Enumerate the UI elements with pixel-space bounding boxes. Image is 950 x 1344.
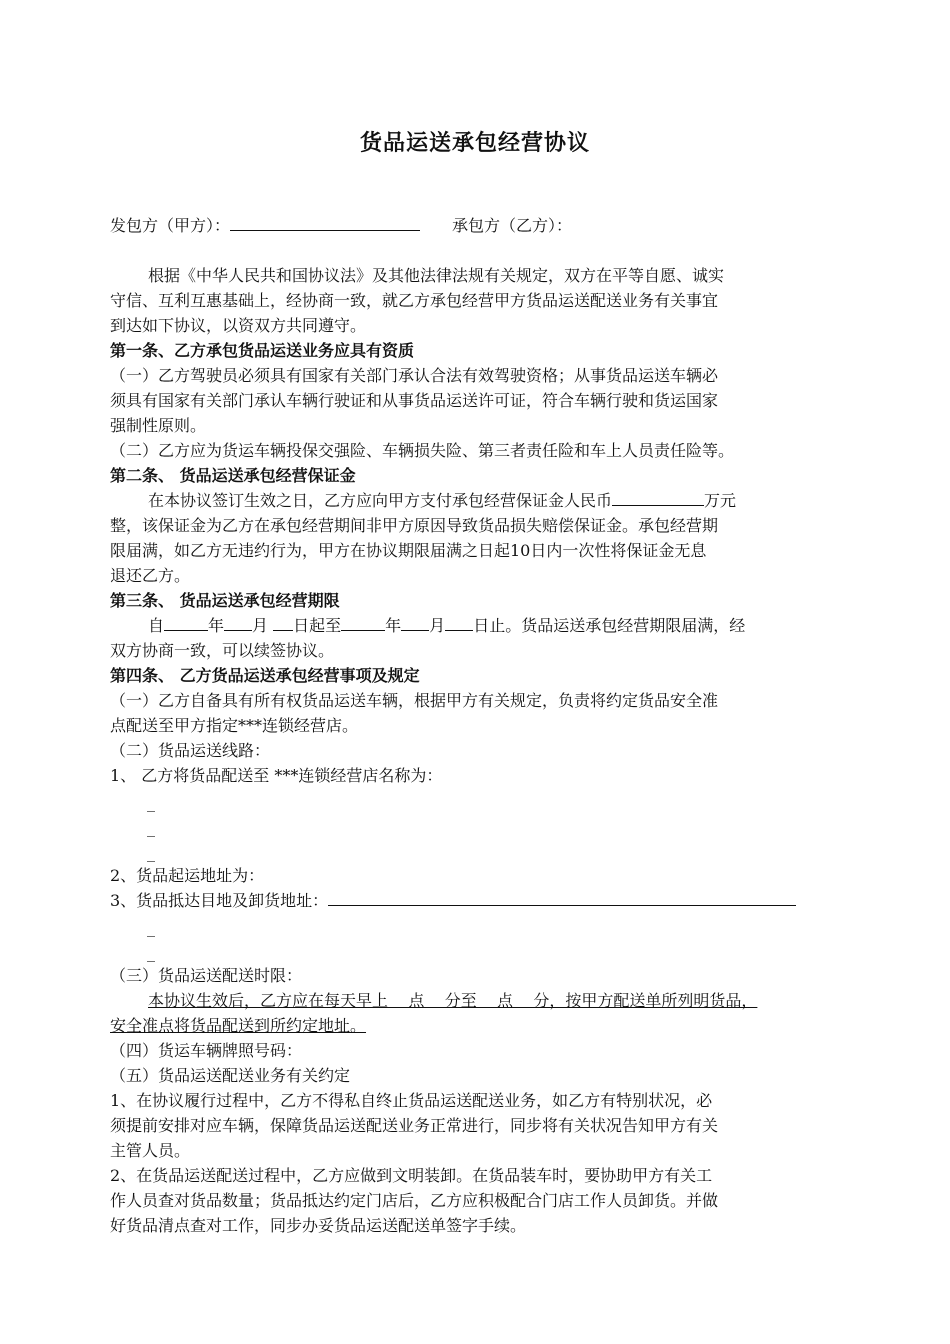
article-2-heading: 第二条、 货品运送承包经营保证金 — [110, 466, 356, 485]
agreement-2-line-2: 作人员查对货品数量；货品抵达约定门店后，乙方应积极配合门店工作人员卸货。并做 — [110, 1191, 719, 1210]
month-label-2: 月 — [429, 616, 446, 635]
article-1-text-3: 强制性原则。 — [110, 416, 207, 435]
year-label: 年 — [208, 616, 225, 635]
end-month-blank[interactable] — [401, 616, 429, 631]
agreement-1-line-3: 主管人员。 — [110, 1141, 191, 1160]
agreement-1-line-2: 须提前安排对应车辆，保障货品运送配送业务正常进行，同步将有关状况告知甲方有关 — [110, 1116, 719, 1135]
time-heading: （三）货品运送配送时限： — [110, 966, 303, 985]
party-a-blank[interactable] — [230, 216, 420, 231]
store-name-blank-2[interactable]: _ — [147, 818, 155, 837]
route-heading: （二）货品运送线路： — [110, 741, 271, 760]
document-title: 货品运送承包经营协议 — [359, 130, 590, 156]
day-to-label: 日止。货品运送承包经营期限届满，经 — [473, 616, 746, 635]
time-line-2: 安全准点将货品配送到所约定地址。 — [110, 1016, 367, 1035]
agreement-heading: （五）货品运送配送业务有关约定 — [110, 1066, 351, 1085]
party-a-label: 发包方（甲方）： — [110, 216, 231, 235]
article-4-text-1: （一）乙方自备具有所有权货品运送车辆，根据甲方有关规定，负责将约定货品安全准 — [110, 691, 719, 710]
article-1-text-2: 须具有国家有关部门承认车辆行驶证和从事货品运送许可证，符合车辆行驶和货运国家 — [110, 391, 719, 410]
day-from-label: 日起至 — [293, 616, 342, 635]
route-item-1: 1、 乙方将货品配送至 ***连锁经营店名称为： — [110, 766, 443, 785]
agreement-1-line-1: 1、在协议履行过程中，乙方不得私自终止货品运送配送业务，如乙方有特别状况，必 — [110, 1091, 713, 1110]
preamble-line-3: 到达如下协议，以资双方共同遵守。 — [110, 316, 367, 335]
start-month-blank[interactable] — [224, 616, 252, 631]
end-year-blank[interactable] — [341, 616, 385, 631]
article-2-line-4: 退还乙方。 — [110, 566, 191, 585]
deposit-amount-blank[interactable] — [612, 491, 704, 506]
parties-line — [110, 216, 572, 236]
article-4-text-2: 点配送至甲方指定***连锁经营店。 — [110, 716, 359, 735]
article-1-text-4: （二）乙方应为货运车辆投保交强险、车辆损失险、第三者责任险和车上人员责任险等。 — [110, 441, 735, 460]
store-name-blank-3[interactable]: _ — [147, 843, 155, 862]
term-from-label: 自 — [148, 616, 165, 635]
start-year-blank[interactable] — [164, 616, 208, 631]
agreement-2-line-3: 好货品清点查对工作，同步办妥货品运送配送单签字手续。 — [110, 1216, 527, 1235]
month-label: 月 — [252, 616, 269, 635]
time-line-1: 本协议生效后，乙方应在每天早上 点 分至 点 分，按甲方配送单所列明货品， — [148, 991, 758, 1010]
route-item-3-line — [110, 891, 796, 911]
unload-address-blank-2[interactable]: _ — [147, 918, 155, 937]
year-label-2: 年 — [385, 616, 402, 635]
article-3-line-2: 双方协商一致，可以续签协议。 — [110, 641, 335, 660]
article-2-line-2: 整，该保证金为乙方在承包经营期间非甲方原因导致货品损失赔偿保证金。承包经营期 — [110, 516, 719, 535]
article-3-heading: 第三条、 货品运送承包经营期限 — [110, 591, 340, 610]
deposit-text: 在本协议签订生效之日，乙方应向甲方支付承包经营保证金人民币 — [148, 491, 613, 510]
article-1-heading: 第一条、乙方承包货品运送业务应具有资质 — [110, 341, 415, 360]
start-day-blank[interactable] — [273, 616, 293, 631]
route-item-2: 2、货品起运地址为： — [110, 866, 265, 885]
party-b-label: 承包方（乙方）： — [452, 216, 573, 235]
article-2-line-1 — [148, 491, 736, 511]
unload-address-blank-3[interactable]: _ — [147, 943, 155, 962]
store-name-blank-1[interactable]: _ — [147, 793, 155, 812]
article-4-heading: 第四条、 乙方货品运送承包经营事项及规定 — [110, 666, 420, 685]
unload-address-blank[interactable] — [328, 891, 796, 906]
route-item-3: 3、货品抵达目地及卸货地址： — [110, 891, 329, 910]
plate-number-label: （四）货运车辆牌照号码： — [110, 1041, 303, 1060]
article-2-line-3: 限届满，如乙方无违约行为，甲方在协议期限届满之日起10日内一次性将保证金无息 — [110, 541, 707, 560]
end-day-blank[interactable] — [445, 616, 473, 631]
preamble-line-1: 根据《中华人民共和国协议法》及其他法律法规有关规定，双方在平等自愿、诚实 — [148, 266, 725, 285]
agreement-2-line-1: 2、在货品运送配送过程中，乙方应做到文明装卸。在货品装车时，要协助甲方有关工 — [110, 1166, 713, 1185]
article-1-text-1: （一）乙方驾驶员必须具有国家有关部门承认合法有效驾驶资格；从事货品运送车辆必 — [110, 366, 719, 385]
preamble-line-2: 守信、互利互惠基础上，经协商一致，就乙方承包经营甲方货品运送配送业务有关事宜 — [110, 291, 719, 310]
article-3-line-1 — [148, 616, 745, 636]
deposit-unit: 万元 — [704, 491, 737, 510]
